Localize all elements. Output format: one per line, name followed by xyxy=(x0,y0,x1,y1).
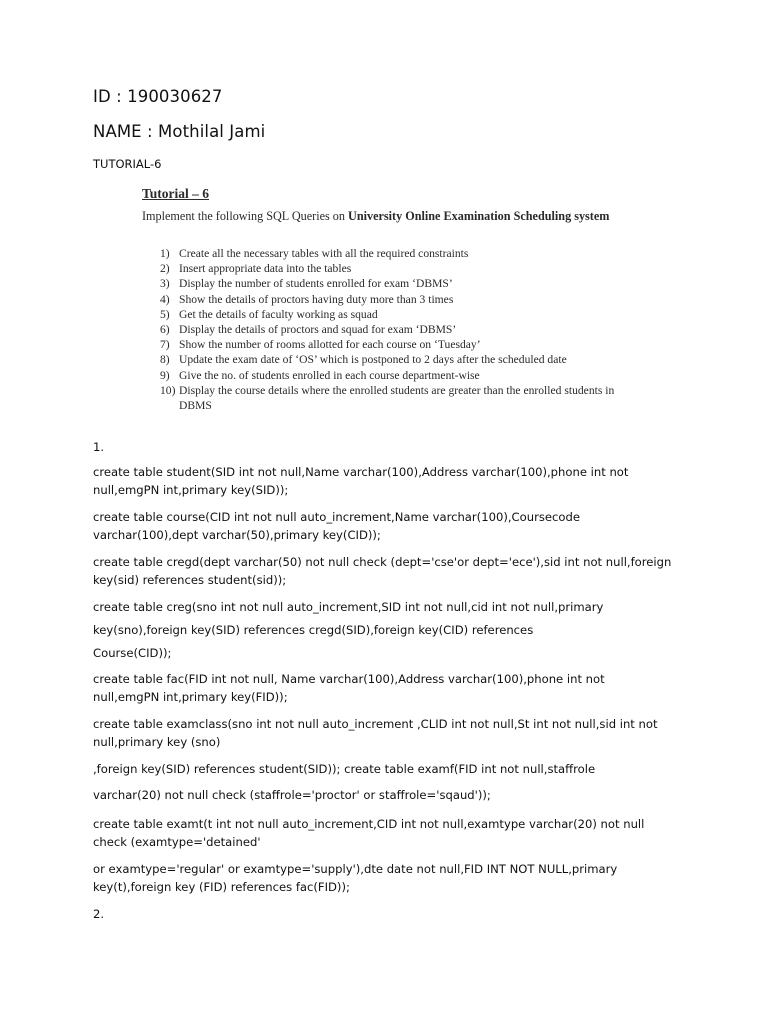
sql-create-creg-line3: Course(CID)); xyxy=(93,646,172,660)
question-item xyxy=(160,307,625,322)
question-number: 1) xyxy=(160,247,170,260)
question-text: Give the no. of students enrolled in each course department-wise xyxy=(179,368,480,382)
tutorial-label: TUTORIAL-6 xyxy=(93,157,162,171)
scan-intro-text: Implement the following SQL Queries on xyxy=(142,209,349,223)
question-number: 9) xyxy=(160,368,170,382)
question-number: 4) xyxy=(160,292,170,306)
question-number: 2) xyxy=(160,262,170,276)
question-number: 7) xyxy=(160,338,170,352)
question-number: 5) xyxy=(160,307,170,321)
answer-number-2: 2. xyxy=(93,907,105,921)
question-text: Create all the necessary tables with all the required constraints xyxy=(179,247,469,260)
question-item xyxy=(160,292,625,307)
question-item xyxy=(160,322,625,337)
question-text: Insert appropriate data into the tables xyxy=(179,262,352,276)
question-text: Get the details of faculty working as squad xyxy=(179,307,378,321)
answer-number-1: 1. xyxy=(93,440,105,454)
sql-create-examt-line2: or examtype='regular' or examtype='supply'),dte date not null,FID INT NOT NULL,primary key(t),foreign key (FID) references fac(FID)); xyxy=(93,862,618,894)
question-text: Show the number of rooms allotted for each course on ‘Tuesday’ xyxy=(179,338,481,352)
question-scan-image xyxy=(130,180,630,420)
sql-create-cregd: create table cregd(dept varchar(50) not null check (dept='cse'or dept='ece'),sid int not null,foreign key(sid) references student(sid)); xyxy=(93,555,672,587)
question-list xyxy=(160,246,625,413)
sql-create-examt-line1: create table examt(t int not null auto_increment,CID int not null,examtype varchar(20) not null check (examtype='detained' xyxy=(93,817,645,849)
question-number: 3) xyxy=(160,277,170,291)
question-text: Display the number of students enrolled for exam ‘DBMS’ xyxy=(179,277,453,291)
question-item xyxy=(160,276,625,291)
sql-create-course: create table course(CID int not null auto_increment,Name varchar(100),Coursecode varchar(100),dept varchar(50),primary key(CID)); xyxy=(93,510,580,542)
student-name: NAME : Mothilal Jami xyxy=(93,122,266,141)
sql-create-student: create table student(SID int not null,Name varchar(100),Address varchar(100),phone int not null,emgPN int,primary key(SID)); xyxy=(93,465,629,497)
student-id: ID : 190030627 xyxy=(93,87,223,106)
question-item xyxy=(160,368,625,383)
question-number: 10) xyxy=(160,383,176,397)
sql-create-creg-line2: key(sno),foreign key(SID) references cregd(SID),foreign key(CID) references xyxy=(93,623,534,637)
sql-create-fac: create table fac(FID int not null, Name varchar(100),Address varchar(100),phone int not null,emgPN int,primary key(FID)); xyxy=(93,672,605,704)
scan-intro-system: University Online Examination Scheduling system xyxy=(348,209,610,223)
question-item xyxy=(160,246,625,261)
sql-create-examclass: create table examclass(sno int not null auto_increment ,CLID int not null,St int not null,sid int not null,primary key (sno) xyxy=(93,717,658,749)
question-item xyxy=(160,383,625,413)
question-text: Display the details of proctors and squad for exam ‘DBMS’ xyxy=(179,323,457,337)
sql-create-examf-line2: varchar(20) not null check (staffrole='proctor' or staffrole='sqaud')); xyxy=(93,788,491,802)
question-item xyxy=(160,261,625,276)
question-number: 6) xyxy=(160,323,170,337)
scan-title: Tutorial – 6 xyxy=(142,186,210,201)
question-text: Show the details of proctors having duty more than 3 times xyxy=(179,292,454,306)
question-item xyxy=(160,337,625,352)
scan-intro xyxy=(142,208,622,224)
question-text: Display the course details where the enrolled students are greater than the enrolled students in DBMS xyxy=(179,383,615,413)
question-number: 8) xyxy=(160,353,170,367)
question-item xyxy=(160,352,625,367)
question-text: Update the exam date of ‘OS’ which is postponed to 2 days after the scheduled date xyxy=(179,353,567,367)
sql-create-creg-line1: create table creg(sno int not null auto_increment,SID int not null,cid int not null,primary xyxy=(93,600,604,614)
sql-create-examf-line1: ,foreign key(SID) references student(SID)); create table examf(FID int not null,staffrole xyxy=(93,762,596,776)
